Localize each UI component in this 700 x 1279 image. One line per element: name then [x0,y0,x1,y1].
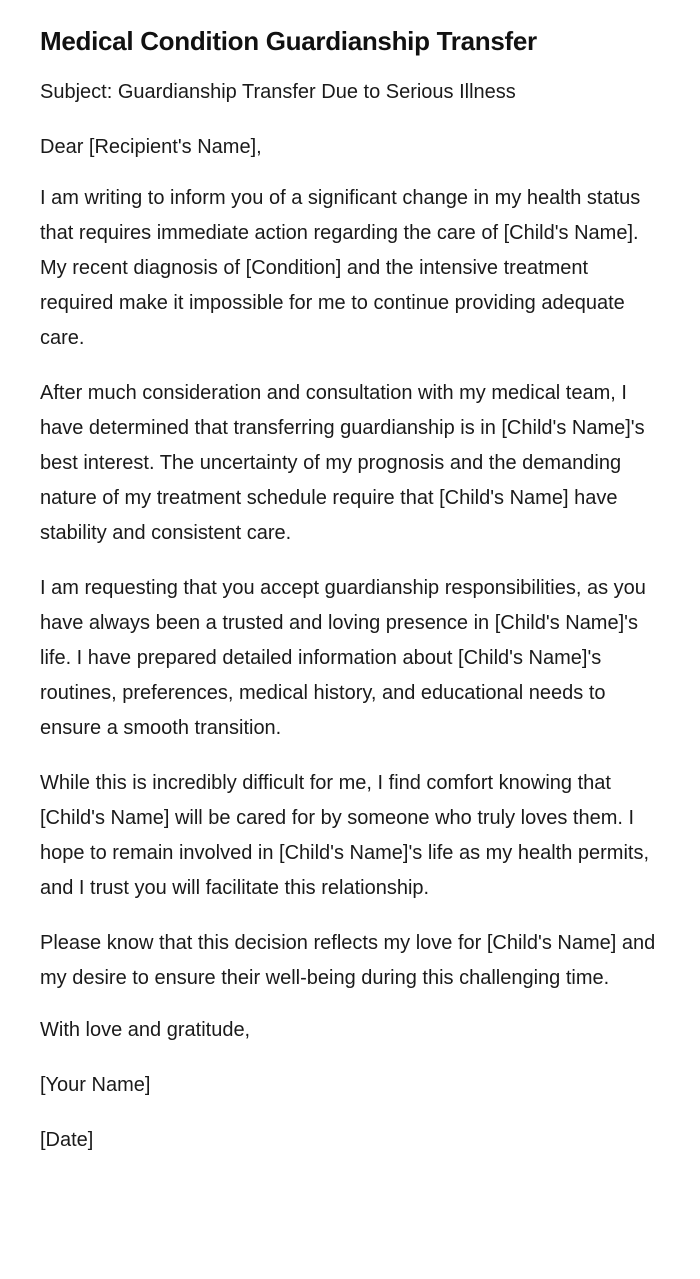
letter-paragraph: Please know that this decision reflects my love for [Child's Name] and my desire to ensure their well-being during this challenging time. [40,932,656,989]
letter-paragraph: I am writing to inform you of a significant change in my health status that requires immediate action regarding the care of [Child's Name]. My recent diagnosis of [Condition] and the intensive treatment required make it impossible for me to continue providing adequate care. [40,187,641,349]
letter-paragraph: I am requesting that you accept guardianship responsibilities, as you have always been a trusted and loving presence in [Child's Name]'s life. I have prepared detailed information about [Child's Name]'s routines, preferences, medical history, and educational needs to ensure a smooth transition. [40,577,646,739]
letter-greeting: Dear [Recipient's Name], [40,136,262,158]
letter-subject: Subject: Guardianship Transfer Due to Serious Illness [40,81,516,103]
letter-title: Medical Condition Guardianship Transfer [40,26,537,56]
signature-date: [Date] [40,1129,94,1151]
signature-name: [Your Name] [40,1074,151,1096]
letter-paragraph: After much consideration and consultation with my medical team, I have determined that transferring guardianship is in [Child's Name]'s best interest. The uncertainty of my prognosis and the demanding nature of my treatment schedule require that [Child's Name] have stability and consistent care. [40,382,645,544]
letter-paragraph: While this is incredibly difficult for me, I find comfort knowing that [Child's Name] will be cared for by someone who truly loves them. I hope to remain involved in [Child's Name]'s life as my health permits, and I trust you will facilitate this relationship. [40,772,650,899]
letter-closing: With love and gratitude, [40,1019,251,1041]
